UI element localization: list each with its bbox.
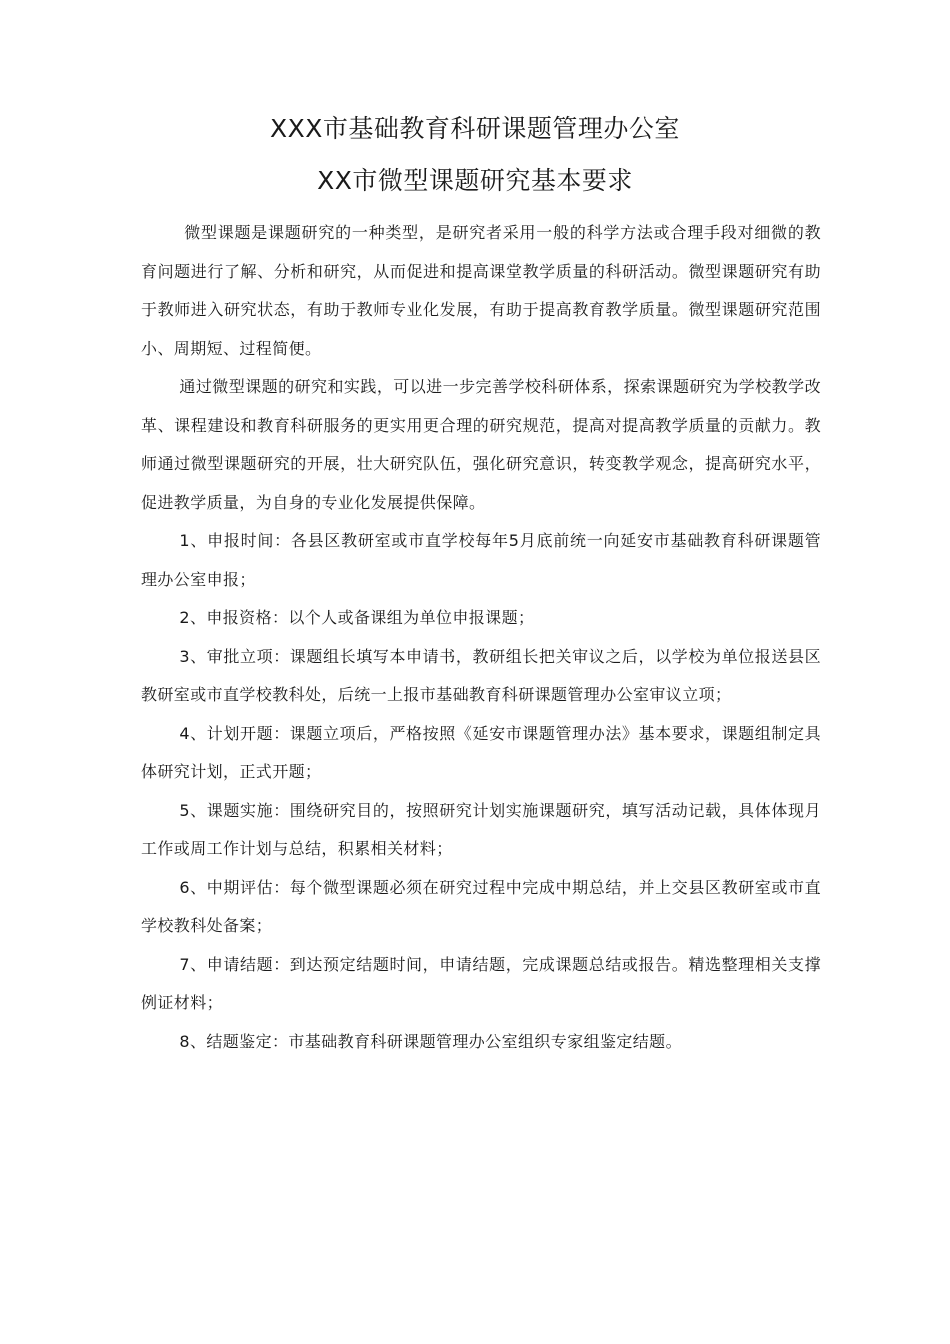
document-title-line-1: XXX市基础教育科研课题管理办公室 (270, 114, 680, 143)
requirement-item-8: 8、结题鉴定：市基础教育科研课题管理办公室组织专家组鉴定结题。 (179, 1031, 682, 1051)
requirement-item-1: 1、申报时间：各县区教研室或市直学校每年5月底前统一向延安市基础教育科研课题管理办公室申报； (141, 531, 821, 589)
intro-paragraph: 微型课题是课题研究的一种类型，是研究者采用一般的科学方法或合理手段对细微的教育问题进行了解、分析和研究，从而促进和提高课堂教学质量的科研活动。微型课题研究有助于教师进入研究状态，有助于教师专业化发展，有助于提高教育教学质量。微型课题研究范围小、周期短、过程简便。 (141, 223, 821, 358)
document-title-line-2: XX市微型课题研究基本要求 (317, 166, 633, 195)
requirement-item-6: 6、中期评估：每个微型课题必须在研究过程中完成中期总结，并上交县区教研室或市直学校教科处备案； (141, 877, 821, 935)
requirement-item-4: 4、计划开题：课题立项后，严格按照《延安市课题管理办法》基本要求，课题组制定具体研究计划，正式开题； (141, 723, 821, 781)
document-body (141, 214, 821, 1061)
purpose-paragraph: 通过微型课题的研究和实践，可以进一步完善学校科研体系，探索课题研究为学校教学改革、课程建设和教育科研服务的更实用更合理的研究规范，提高对提高教学质量的贡献力。教师通过微型课题研究的开展，壮大研究队伍，强化研究意识，转变教学观念，提高研究水平，促进教学质量，为自身的专业化发展提供保障。 (141, 377, 821, 512)
requirement-item-2: 2、申报资格：以个人或备课组为单位申报课题； (179, 608, 535, 627)
requirement-item-3: 3、审批立项：课题组长填写本申请书，教研组长把关审议之后，以学校为单位报送县区教研室或市直学校教科处，后统一上报市基础教育科研课题管理办公室审议立项； (141, 646, 821, 704)
requirement-item-7: 7、申请结题：到达预定结题时间，申请结题，完成课题总结或报告。精选整理相关支撑例证材料； (141, 954, 821, 1012)
requirement-item-5: 5、课题实施：围绕研究目的，按照研究计划实施课题研究，填写活动记载，具体体现月工作或周工作计划与总结，积累相关材料； (141, 800, 821, 858)
